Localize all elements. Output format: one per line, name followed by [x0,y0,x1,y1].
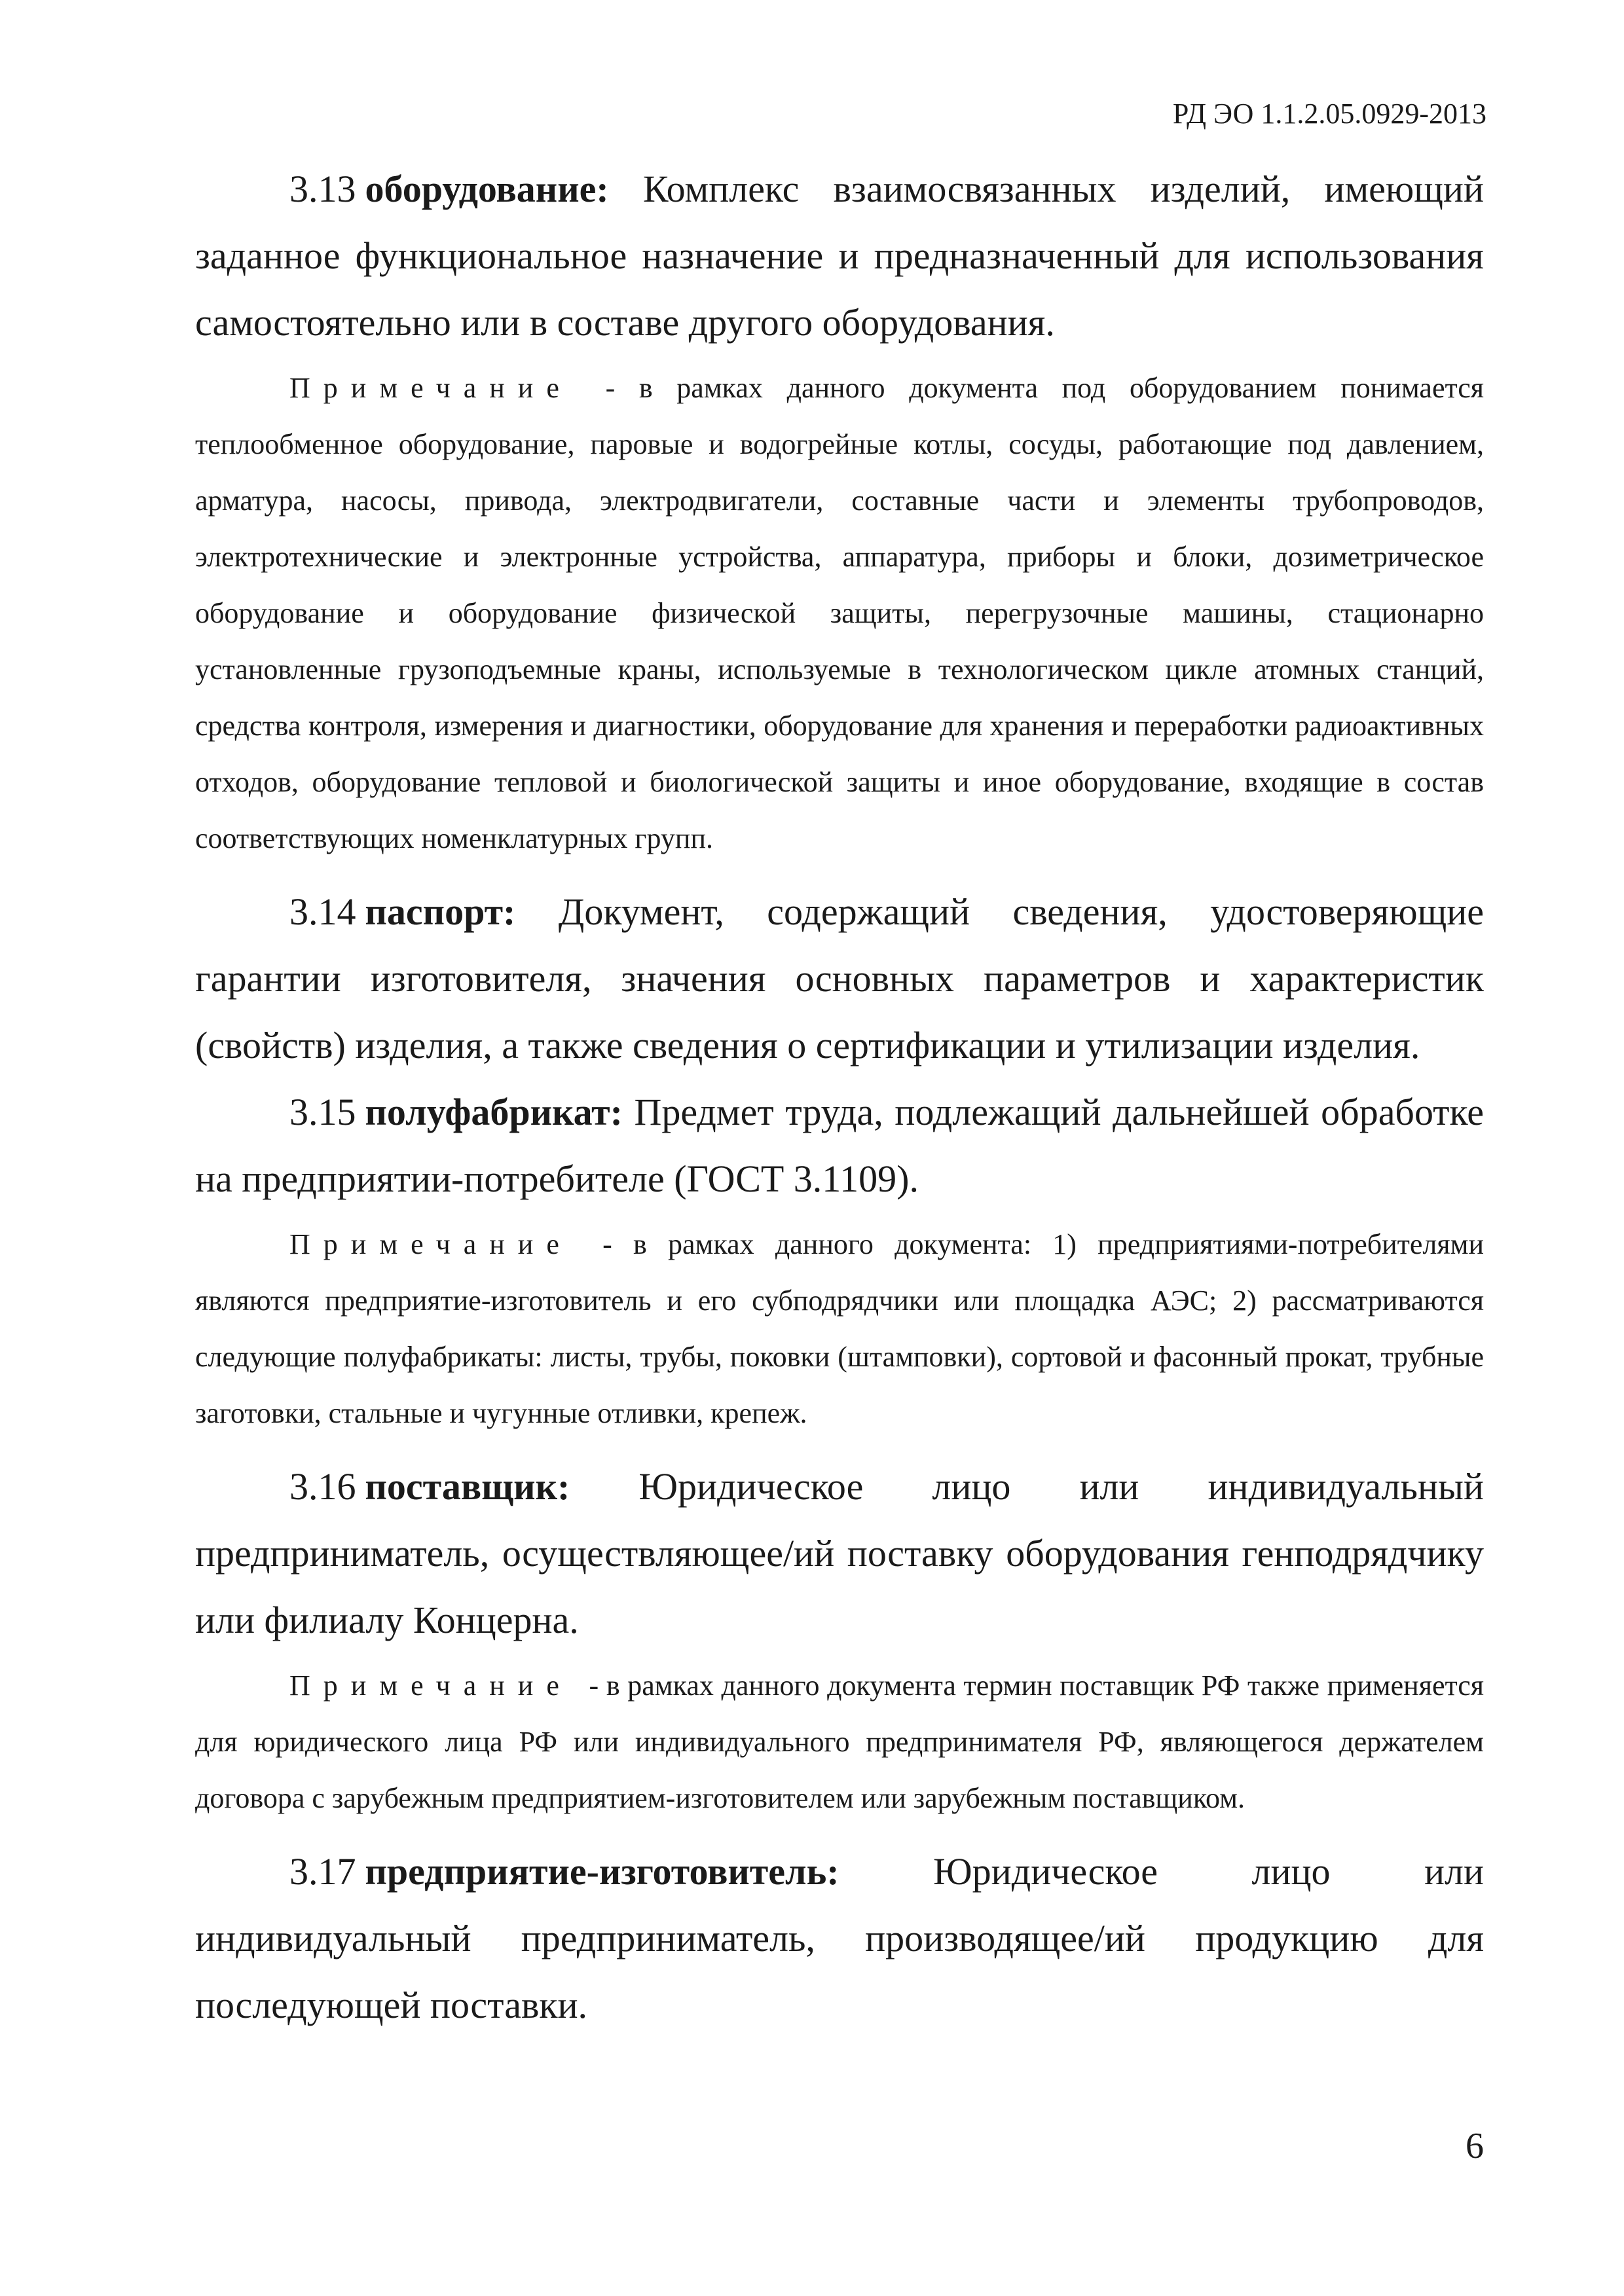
term-definition: Документ, содержащий сведения, удостоверяющие гарантии изготовителя, значения основных параметров и характеристик (свойств) изделия, а также сведения о сертификации и утилизации изделия. [195,890,1485,1066]
term-number: 3.16 [289,1465,356,1508]
note-text: - в рамках данного документа термин поставщик РФ также применяется для юридического лица РФ или индивидуального предпринимателя РФ, являющегося держателем договора с зарубежным предприятием-изготовителем или зарубежным поставщиком. [195,1669,1485,1814]
term-number: 3.15 [289,1091,356,1133]
term-definition: Предмет труда, подлежащий дальнейшей обработке на предприятии-потребителе (ГОСТ 3.1109). [195,1091,1485,1200]
term-3-13 [195,156,1484,356]
term-definition: Юридическое лицо или индивидуальный предприниматель, осуществляющее/ий поставку оборудования генподрядчику или филиалу Концерна. [195,1465,1484,1641]
note-3-13 [195,360,1484,867]
document-code: РД ЭО 1.1.2.05.0929-2013 [1172,98,1486,130]
note-text: - в рамках данного документа: 1) предприятиями-потребителями являются предприятие-изготовитель и его субподрядчики или площадка АЭС; 2) рассматриваются следующие полуфабрикаты: листы, трубы, поковки (штамповки), сортовой и фасонный прокат, трубные заготовки, стальные и чугунные отливки, крепеж. [195,1228,1484,1429]
note-3-15 [195,1216,1484,1442]
document-body [195,156,1484,2039]
note-label: Примечание [289,1228,572,1260]
term-name: оборудование: [365,168,609,210]
term-definition: Юридическое лицо или индивидуальный предприниматель, производящее/ий продукцию для последующей поставки. [195,1850,1485,2026]
term-definition: Комплекс взаимосвязанных изделий, имеющий заданное функциональное назначение и предназначенный для использования самостоятельно или в составе другого оборудования. [195,168,1484,344]
term-3-17 [195,1838,1484,2039]
term-name: паспорт: [365,890,516,933]
term-3-14 [195,879,1484,1079]
term-name: предприятие-изготовитель: [365,1850,840,1893]
note-3-16 [195,1658,1484,1827]
term-number: 3.14 [289,890,356,933]
term-number: 3.17 [289,1850,356,1893]
term-name: полуфабрикат: [365,1091,623,1133]
term-3-15 [195,1079,1484,1212]
note-text: - в рамках данного документа под оборудованием понимается теплообменное оборудование, паровые и водогрейные котлы, сосуды, работающие под давлением, арматура, насосы, привода, электродвигатели, составные части и элементы трубопроводов, электротехнические и электронные устройства, аппаратура, приборы и блоки, дозиметрическое оборудование и оборудование физической защиты, перегрузочные машины, стационарно установленные грузоподъемные краны, используемые в технологическом цикле атомных станций, средства контроля, измерения и диагностики, оборудование для хранения и переработки радиоактивных отходов, оборудование тепловой и биологической защиты и иное оборудование, входящие в состав соответствующих номенклатурных групп. [195,372,1485,854]
term-3-16 [195,1453,1484,1654]
term-name: поставщик: [365,1465,570,1508]
note-label: Примечание [289,372,572,404]
page-number: 6 [1466,2126,1484,2166]
term-number: 3.13 [289,168,356,210]
note-label: Примечание [289,1669,572,1702]
